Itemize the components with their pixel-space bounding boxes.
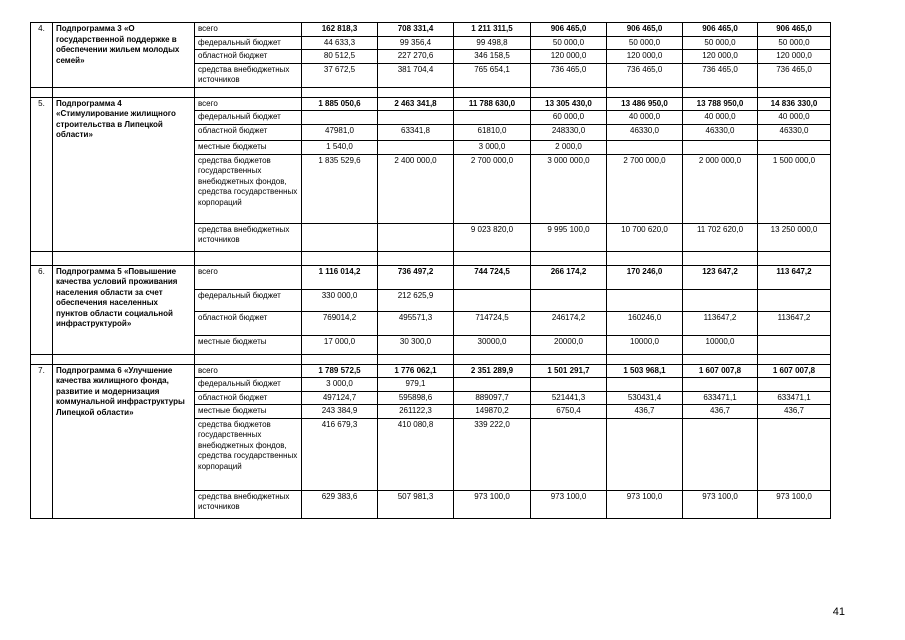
section-gap xyxy=(31,251,831,265)
amount-cell: 113647,2 xyxy=(758,311,831,335)
amount-cell: 10000,0 xyxy=(683,335,758,354)
amount-cell: 906 465,0 xyxy=(758,23,831,37)
amount-cell: 744 724,5 xyxy=(454,265,531,289)
funding-source: всего xyxy=(195,23,302,37)
funding-source: федеральный бюджет xyxy=(195,111,302,125)
gap-cell xyxy=(53,354,195,364)
gap-cell xyxy=(454,354,531,364)
amount-cell: 30000,0 xyxy=(454,335,531,354)
amount-cell: 530431,4 xyxy=(607,391,683,405)
amount-cell: 63341,8 xyxy=(378,124,454,140)
amount-cell: 246174,2 xyxy=(531,311,607,335)
amount-cell: 381 704,4 xyxy=(378,63,454,87)
gap-cell xyxy=(531,354,607,364)
gap-cell xyxy=(31,251,53,265)
amount-cell xyxy=(683,378,758,392)
budget-table-body xyxy=(31,23,831,519)
amount-cell: 1 789 572,5 xyxy=(302,364,378,378)
gap-cell xyxy=(195,87,302,97)
gap-cell xyxy=(378,251,454,265)
amount-cell: 40 000,0 xyxy=(758,111,831,125)
amount-cell: 2 000,0 xyxy=(531,140,607,154)
amount-cell: 708 331,4 xyxy=(378,23,454,37)
amount-cell: 30 300,0 xyxy=(378,335,454,354)
amount-cell: 9 995 100,0 xyxy=(531,223,607,251)
amount-cell: 13 788 950,0 xyxy=(683,97,758,111)
program-index: 7. xyxy=(31,364,53,518)
amount-cell: 973 100,0 xyxy=(758,490,831,518)
gap-cell xyxy=(758,251,831,265)
amount-cell: 633471,1 xyxy=(683,391,758,405)
amount-cell: 13 305 430,0 xyxy=(531,97,607,111)
budget-table xyxy=(30,22,831,519)
amount-cell: 123 647,2 xyxy=(683,265,758,289)
amount-cell: 50 000,0 xyxy=(758,36,831,50)
amount-cell: 595898,6 xyxy=(378,391,454,405)
amount-cell: 497124,7 xyxy=(302,391,378,405)
funding-source: федеральный бюджет xyxy=(195,36,302,50)
amount-cell: 436,7 xyxy=(683,405,758,419)
amount-cell: 227 270,6 xyxy=(378,50,454,64)
amount-cell: 120 000,0 xyxy=(607,50,683,64)
amount-cell: 1 503 968,1 xyxy=(607,364,683,378)
amount-cell: 1 607 007,8 xyxy=(758,364,831,378)
amount-cell: 330 000,0 xyxy=(302,289,378,311)
amount-cell: 50 000,0 xyxy=(607,36,683,50)
program-name: Подпрограмма 3 «О государственной поддержке в обеспечении жильем молодых семей» xyxy=(53,23,195,88)
amount-cell: 1 501 291,7 xyxy=(531,364,607,378)
amount-cell: 170 246,0 xyxy=(607,265,683,289)
amount-cell: 495571,3 xyxy=(378,311,454,335)
amount-cell: 113 647,2 xyxy=(758,265,831,289)
amount-cell xyxy=(607,418,683,490)
amount-cell: 346 158,5 xyxy=(454,50,531,64)
amount-cell: 11 702 620,0 xyxy=(683,223,758,251)
amount-cell: 248330,0 xyxy=(531,124,607,140)
amount-cell: 44 633,3 xyxy=(302,36,378,50)
amount-cell xyxy=(683,289,758,311)
funding-source: федеральный бюджет xyxy=(195,378,302,392)
amount-cell xyxy=(683,418,758,490)
funding-source: средства бюджетов государственных внебюджетных фондов, средства государственных корпораций xyxy=(195,418,302,490)
amount-cell: 243 384,9 xyxy=(302,405,378,419)
amount-cell: 521441,3 xyxy=(531,391,607,405)
amount-cell: 2 700 000,0 xyxy=(607,154,683,223)
amount-cell: 736 465,0 xyxy=(758,63,831,87)
amount-cell xyxy=(758,140,831,154)
amount-cell: 1 116 014,2 xyxy=(302,265,378,289)
gap-cell xyxy=(302,251,378,265)
gap-cell xyxy=(607,87,683,97)
funding-source: всего xyxy=(195,364,302,378)
amount-cell: 212 625,9 xyxy=(378,289,454,311)
gap-cell xyxy=(454,87,531,97)
funding-source: местные бюджеты xyxy=(195,140,302,154)
amount-cell: 979,1 xyxy=(378,378,454,392)
amount-cell: 629 383,6 xyxy=(302,490,378,518)
table-row xyxy=(31,364,831,378)
amount-cell: 13 486 950,0 xyxy=(607,97,683,111)
funding-source: федеральный бюджет xyxy=(195,289,302,311)
amount-cell: 1 885 050,6 xyxy=(302,97,378,111)
amount-cell xyxy=(758,289,831,311)
amount-cell: 416 679,3 xyxy=(302,418,378,490)
amount-cell: 120 000,0 xyxy=(683,50,758,64)
amount-cell: 3 000,0 xyxy=(454,140,531,154)
amount-cell: 973 100,0 xyxy=(531,490,607,518)
gap-cell xyxy=(607,251,683,265)
amount-cell: 46330,0 xyxy=(758,124,831,140)
program-index: 5. xyxy=(31,97,53,251)
program-name: Подпрограмма 6 «Улучшение качества жилищного фонда, развитие и модернизация коммунальной инфраструктуры Липецкой области» xyxy=(53,364,195,518)
page-number: 41 xyxy=(832,606,845,618)
amount-cell xyxy=(454,378,531,392)
program-index: 6. xyxy=(31,265,53,354)
amount-cell xyxy=(758,335,831,354)
amount-cell: 2 351 289,9 xyxy=(454,364,531,378)
gap-cell xyxy=(531,87,607,97)
amount-cell xyxy=(454,111,531,125)
amount-cell: 50 000,0 xyxy=(531,36,607,50)
amount-cell: 120 000,0 xyxy=(758,50,831,64)
gap-cell xyxy=(758,87,831,97)
amount-cell: 47981,0 xyxy=(302,124,378,140)
funding-source: областной бюджет xyxy=(195,50,302,64)
amount-cell xyxy=(607,140,683,154)
gap-cell xyxy=(683,87,758,97)
amount-cell: 2 463 341,8 xyxy=(378,97,454,111)
amount-cell xyxy=(302,223,378,251)
gap-cell xyxy=(378,354,454,364)
section-gap xyxy=(31,87,831,97)
table-row xyxy=(31,23,831,37)
amount-cell: 14 836 330,0 xyxy=(758,97,831,111)
gap-cell xyxy=(531,251,607,265)
program-name: Подпрограмма 5 «Повышение качества условий проживания населения области за счет обеспечения населенных пунктов области социальной инфраструктурой» xyxy=(53,265,195,354)
amount-cell: 40 000,0 xyxy=(607,111,683,125)
amount-cell: 1 540,0 xyxy=(302,140,378,154)
amount-cell: 46330,0 xyxy=(683,124,758,140)
amount-cell: 9 023 820,0 xyxy=(454,223,531,251)
amount-cell: 1 776 062,1 xyxy=(378,364,454,378)
amount-cell: 80 512,5 xyxy=(302,50,378,64)
amount-cell: 60 000,0 xyxy=(531,111,607,125)
amount-cell: 2 700 000,0 xyxy=(454,154,531,223)
amount-cell: 973 100,0 xyxy=(607,490,683,518)
amount-cell: 973 100,0 xyxy=(454,490,531,518)
amount-cell: 261122,3 xyxy=(378,405,454,419)
amount-cell: 973 100,0 xyxy=(683,490,758,518)
amount-cell: 10000,0 xyxy=(607,335,683,354)
gap-cell xyxy=(195,251,302,265)
table-row xyxy=(31,265,831,289)
amount-cell: 736 465,0 xyxy=(607,63,683,87)
amount-cell: 2 000 000,0 xyxy=(683,154,758,223)
gap-cell xyxy=(31,354,53,364)
amount-cell: 120 000,0 xyxy=(531,50,607,64)
funding-source: средства внебюджетных источников xyxy=(195,63,302,87)
amount-cell: 99 356,4 xyxy=(378,36,454,50)
amount-cell: 1 500 000,0 xyxy=(758,154,831,223)
amount-cell xyxy=(531,378,607,392)
amount-cell: 37 672,5 xyxy=(302,63,378,87)
amount-cell: 906 465,0 xyxy=(607,23,683,37)
amount-cell: 13 250 000,0 xyxy=(758,223,831,251)
amount-cell: 889097,7 xyxy=(454,391,531,405)
section-gap xyxy=(31,354,831,364)
amount-cell: 160246,0 xyxy=(607,311,683,335)
amount-cell: 736 497,2 xyxy=(378,265,454,289)
funding-source: местные бюджеты xyxy=(195,405,302,419)
amount-cell: 1 211 311,5 xyxy=(454,23,531,37)
amount-cell: 2 400 000,0 xyxy=(378,154,454,223)
funding-source: всего xyxy=(195,97,302,111)
amount-cell: 410 080,8 xyxy=(378,418,454,490)
amount-cell: 1 607 007,8 xyxy=(683,364,758,378)
gap-cell xyxy=(683,354,758,364)
amount-cell: 149870,2 xyxy=(454,405,531,419)
funding-source: всего xyxy=(195,265,302,289)
amount-cell: 3 000 000,0 xyxy=(531,154,607,223)
amount-cell: 736 465,0 xyxy=(683,63,758,87)
funding-source: средства бюджетов государственных внебюджетных фондов, средства государственных корпораций xyxy=(195,154,302,223)
amount-cell: 11 788 630,0 xyxy=(454,97,531,111)
gap-cell xyxy=(454,251,531,265)
funding-source: областной бюджет xyxy=(195,124,302,140)
amount-cell xyxy=(607,378,683,392)
amount-cell: 633471,1 xyxy=(758,391,831,405)
funding-source: средства внебюджетных источников xyxy=(195,490,302,518)
amount-cell: 765 654,1 xyxy=(454,63,531,87)
amount-cell: 339 222,0 xyxy=(454,418,531,490)
amount-cell: 50 000,0 xyxy=(683,36,758,50)
amount-cell: 436,7 xyxy=(607,405,683,419)
gap-cell xyxy=(302,87,378,97)
amount-cell: 10 700 620,0 xyxy=(607,223,683,251)
amount-cell: 61810,0 xyxy=(454,124,531,140)
amount-cell: 46330,0 xyxy=(607,124,683,140)
amount-cell: 906 465,0 xyxy=(683,23,758,37)
amount-cell: 769014,2 xyxy=(302,311,378,335)
amount-cell xyxy=(758,418,831,490)
gap-cell xyxy=(53,251,195,265)
amount-cell: 266 174,2 xyxy=(531,265,607,289)
amount-cell: 162 818,3 xyxy=(302,23,378,37)
gap-cell xyxy=(53,87,195,97)
amount-cell: 40 000,0 xyxy=(683,111,758,125)
gap-cell xyxy=(31,87,53,97)
amount-cell xyxy=(531,418,607,490)
amount-cell xyxy=(378,140,454,154)
amount-cell xyxy=(378,111,454,125)
funding-source: местные бюджеты xyxy=(195,335,302,354)
amount-cell: 113647,2 xyxy=(683,311,758,335)
funding-source: областной бюджет xyxy=(195,391,302,405)
gap-cell xyxy=(195,354,302,364)
amount-cell: 507 981,3 xyxy=(378,490,454,518)
amount-cell: 99 498,8 xyxy=(454,36,531,50)
amount-cell: 1 835 529,6 xyxy=(302,154,378,223)
amount-cell: 714724,5 xyxy=(454,311,531,335)
gap-cell xyxy=(607,354,683,364)
amount-cell: 906 465,0 xyxy=(531,23,607,37)
gap-cell xyxy=(683,251,758,265)
program-name: Подпрограмма 4 «Стимулирование жилищного строительства в Липецкой области» xyxy=(53,97,195,251)
amount-cell: 3 000,0 xyxy=(302,378,378,392)
funding-source: областной бюджет xyxy=(195,311,302,335)
amount-cell: 17 000,0 xyxy=(302,335,378,354)
amount-cell xyxy=(378,223,454,251)
amount-cell xyxy=(454,289,531,311)
gap-cell xyxy=(378,87,454,97)
gap-cell xyxy=(758,354,831,364)
amount-cell: 6750,4 xyxy=(531,405,607,419)
amount-cell xyxy=(758,378,831,392)
amount-cell xyxy=(683,140,758,154)
amount-cell xyxy=(531,289,607,311)
program-index: 4. xyxy=(31,23,53,88)
table-row xyxy=(31,97,831,111)
amount-cell: 20000,0 xyxy=(531,335,607,354)
funding-source: средства внебюджетных источников xyxy=(195,223,302,251)
amount-cell: 436,7 xyxy=(758,405,831,419)
amount-cell xyxy=(607,289,683,311)
amount-cell: 736 465,0 xyxy=(531,63,607,87)
gap-cell xyxy=(302,354,378,364)
amount-cell xyxy=(302,111,378,125)
